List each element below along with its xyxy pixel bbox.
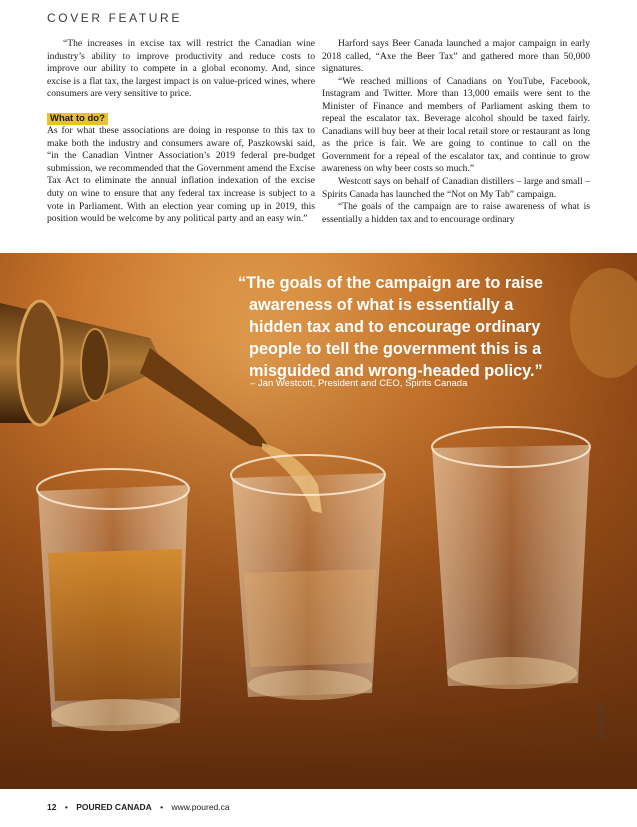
right-paragraph-3: Westcott says on behalf of Canadian distillers – large and small – Spirits Canada has launched the “Not on My Tab” campaign. xyxy=(322,176,590,200)
shot-glass-left xyxy=(37,469,189,731)
pull-quote xyxy=(238,272,568,382)
footer-separator-2: • xyxy=(160,802,164,812)
photo-credit: abc_1/123RF xyxy=(600,703,606,740)
section-label: COVER FEATURE xyxy=(47,11,182,25)
left-column xyxy=(47,38,315,226)
pull-quote-attribution: – Jan Westcott, President and CEO, Spirits Canada xyxy=(250,378,468,389)
shot-glass-middle xyxy=(231,455,385,700)
publication-name: POURED CANADA xyxy=(76,802,152,812)
right-column xyxy=(322,38,590,226)
right-paragraph-1: Harford says Beer Canada launched a major campaign in early 2018 called, “Axe the Beer Tax” and gathered more than 50,000 signatures. xyxy=(322,38,590,75)
pull-quote-line-2: awareness of what is essentially a hidden tax and to encourage ordinary people to tell the government this is a misguided and wrong-headed policy.” xyxy=(249,296,543,380)
pull-quote-line-1: “The goals of the campaign are to raise xyxy=(238,274,543,292)
page-number: 12 xyxy=(47,802,57,812)
page-footer xyxy=(47,802,230,812)
subhead: What to do? xyxy=(47,113,108,125)
footer-separator-1: • xyxy=(64,802,68,812)
shot-glass-right xyxy=(432,427,590,689)
left-paragraph-1: “The increases in excise tax will restrict the Canadian wine industry’s ability to improve productivity and reduce costs to improve our ability to compete in a global economy. And, since excise is a flat tax, the largest impact is on value-priced wines, where consumers are very sensitive to price. xyxy=(47,38,315,100)
publication-url[interactable]: www.poured.ca xyxy=(171,802,230,812)
right-paragraph-4: “The goals of the campaign are to raise awareness of what is essentially a hidden tax and to encourage ordinary xyxy=(322,201,590,225)
right-paragraph-2: “We reached millions of Canadians on YouTube, Facebook, Instagram and Twitter. More than 13,000 emails were sent to the Minister of Finance and members of Parliament asking them to repeal the escalator tax. Beverage alcohol should be taxed fairly. Canadians will buy beer at their local retail store or restaurant as long as the price is fair. We are going to continue to call on the Government for a repeal of the escalator tax, and continue to grow awareness on why beer costs so much.” xyxy=(322,75,590,175)
left-paragraph-2: As for what these associations are doing in response to this tax to make both the industry and consumers aware of, Paszkowski said, “in the Canadian Vintner Association’s 2019 federal pre-budget submission, we recommended that the Government amend the Excise Tax Act to eliminate the annual inflation indexation of the excise duty on wine to ensure that any federal tax increase is subject to a vote in Parliament. With an election year coming up in 2019, this position would be welcome by any political party and an easy win.” xyxy=(47,125,315,225)
